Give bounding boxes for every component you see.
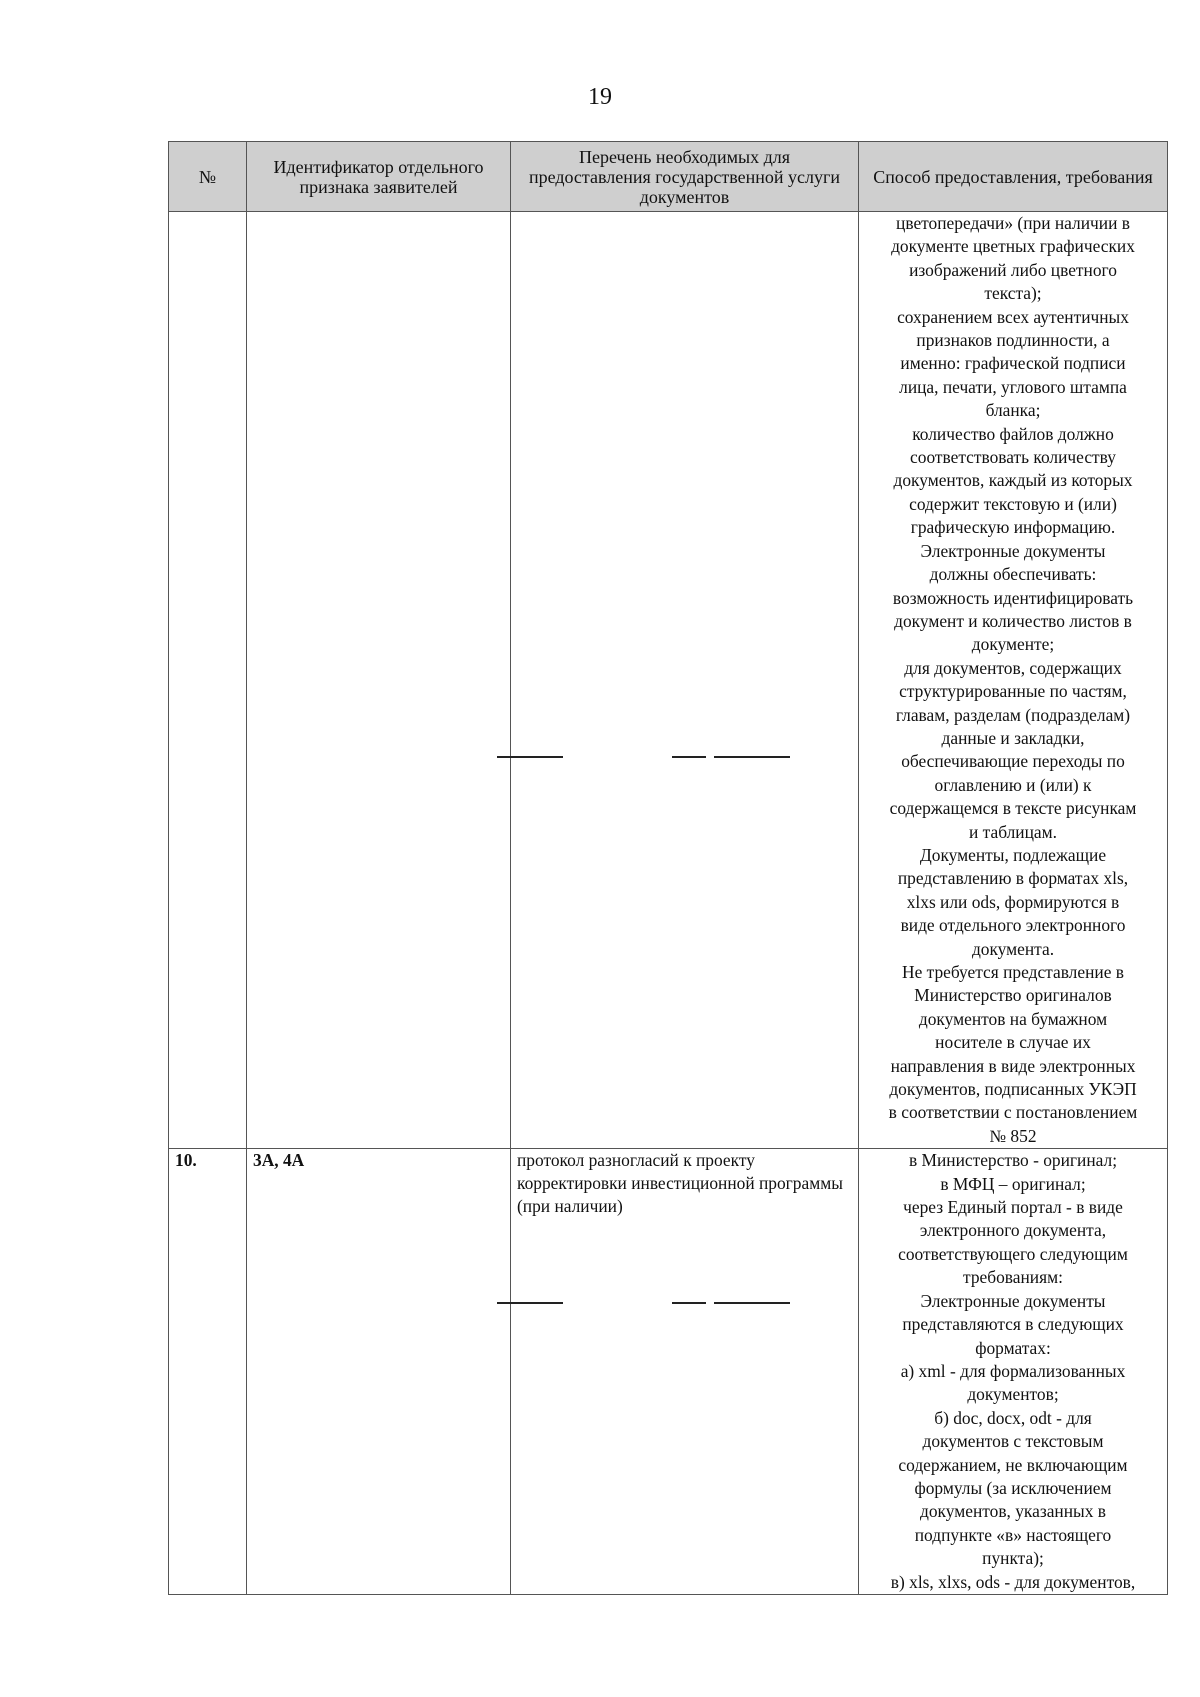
method-line: представлению в форматах xls,	[897, 868, 1129, 889]
method-line: возможность идентифицировать	[892, 587, 1134, 608]
method-line: оглавлению и (или) к	[934, 774, 1092, 795]
method-line: в МФЦ – оригинал;	[940, 1173, 1086, 1194]
header-identifier: Идентификатор отдельного признака заявителей	[247, 142, 511, 212]
method-line: носителе в случае их	[935, 1032, 1091, 1053]
method-line: лица, печати, углового штампа	[899, 376, 1127, 397]
method-line: документе;	[971, 634, 1055, 655]
page-number: 19	[588, 84, 612, 110]
method-line: именно: графической подписи	[900, 353, 1126, 374]
method-line: формулы (за исключением	[914, 1477, 1112, 1498]
method-line: бланка;	[985, 400, 1041, 421]
method-line: документов на бумажном	[918, 1008, 1108, 1029]
scan-stroke	[497, 756, 563, 758]
method-line: xlxs или ods, формируются в	[906, 891, 1120, 912]
requirements-table	[168, 141, 1168, 1595]
row-documents: протокол разногласий к проекту корректировки инвестиционной программы (при наличии)	[511, 1149, 859, 1595]
method-line: Министерство оригиналов	[914, 985, 1112, 1006]
method-line: электронного документа,	[919, 1220, 1107, 1241]
method-line: цветопередачи» (при наличии в	[896, 213, 1130, 233]
method-line: в соответствии с постановлением	[888, 1102, 1138, 1123]
method-line: требованиям:	[963, 1267, 1063, 1288]
header-number: №	[169, 142, 247, 212]
scan-stroke	[672, 1302, 706, 1304]
method-line: количество файлов должно	[912, 423, 1114, 444]
method-line: форматах:	[975, 1337, 1051, 1358]
method-line: б) doc, docx, odt - для	[934, 1407, 1092, 1428]
row-identifier: 3А, 4А	[247, 1149, 511, 1595]
method-line: и таблицам.	[969, 821, 1057, 842]
row-identifier	[247, 212, 511, 1149]
method-line: содержит текстовую и (или)	[909, 493, 1117, 514]
method-line: виде отдельного электронного	[900, 915, 1126, 936]
method-line: признаков подлинности, а	[916, 330, 1110, 351]
table-row	[169, 1149, 1168, 1595]
method-line: главам, разделам (подразделам)	[895, 704, 1131, 725]
method-line: документов, каждый из которых	[893, 470, 1133, 491]
scan-stroke	[497, 1302, 563, 1304]
method-line: через Единый портал - в виде	[903, 1197, 1123, 1218]
row-method	[859, 1149, 1168, 1595]
row-method	[859, 212, 1168, 1149]
method-line: Электронные документы	[920, 1290, 1106, 1311]
table-header-row	[169, 142, 1168, 212]
method-line: соответствовать количеству	[910, 447, 1116, 468]
method-line: документов с текстовым	[922, 1431, 1104, 1452]
method-line: документ и количество листов в	[894, 610, 1132, 631]
method-line: сохранением всех аутентичных	[897, 306, 1129, 327]
scan-stroke	[714, 1302, 790, 1304]
method-line: содержанием, не включающим	[898, 1454, 1128, 1475]
method-line: Не требуется представление в	[902, 962, 1124, 982]
method-line: изображений либо цветного	[909, 259, 1117, 280]
method-line: в Министерство - оригинал;	[908, 1150, 1118, 1171]
method-line: документа.	[971, 938, 1055, 959]
method-line: соответствующего следующим	[898, 1243, 1128, 1264]
method-line: подпункте «в» настоящего	[914, 1524, 1112, 1545]
row-documents	[511, 212, 859, 1149]
method-line: данные и закладки,	[941, 727, 1085, 748]
method-line: № 852	[989, 1125, 1037, 1146]
method-line: а) xml - для формализованных	[900, 1360, 1126, 1381]
method-line: Электронные документы	[920, 540, 1106, 561]
row-number	[169, 212, 247, 1149]
header-method: Способ предоставления, требования	[859, 142, 1168, 212]
scan-stroke	[714, 756, 790, 758]
method-line: должны обеспечивать:	[929, 564, 1097, 585]
header-documents: Перечень необходимых для предоставления государственной услуги документов	[511, 142, 859, 212]
method-line: Документы, подлежащие	[919, 844, 1107, 865]
method-line: содержащемся в тексте рисункам	[889, 798, 1137, 819]
method-line: документе цветных графических	[891, 236, 1135, 257]
method-line: для документов, содержащих	[904, 657, 1122, 678]
method-line: обеспечивающие переходы по	[901, 751, 1125, 772]
scan-stroke	[672, 756, 706, 758]
method-line: направления в виде электронных	[890, 1055, 1136, 1076]
method-line: документов;	[967, 1384, 1059, 1405]
method-line: пункта);	[982, 1548, 1044, 1569]
row-number: 10.	[169, 1149, 247, 1595]
method-line: документов, указанных в	[920, 1501, 1106, 1522]
method-line: в) xls, xlxs, ods - для документов,	[890, 1571, 1136, 1592]
method-line: текста);	[984, 283, 1042, 304]
method-line: представляются в следующих	[902, 1314, 1124, 1335]
method-line: структурированные по частям,	[899, 681, 1127, 702]
method-line: документов, подписанных УКЭП	[889, 1079, 1137, 1100]
table-row	[169, 212, 1168, 1149]
method-line: графическую информацию.	[910, 517, 1116, 538]
